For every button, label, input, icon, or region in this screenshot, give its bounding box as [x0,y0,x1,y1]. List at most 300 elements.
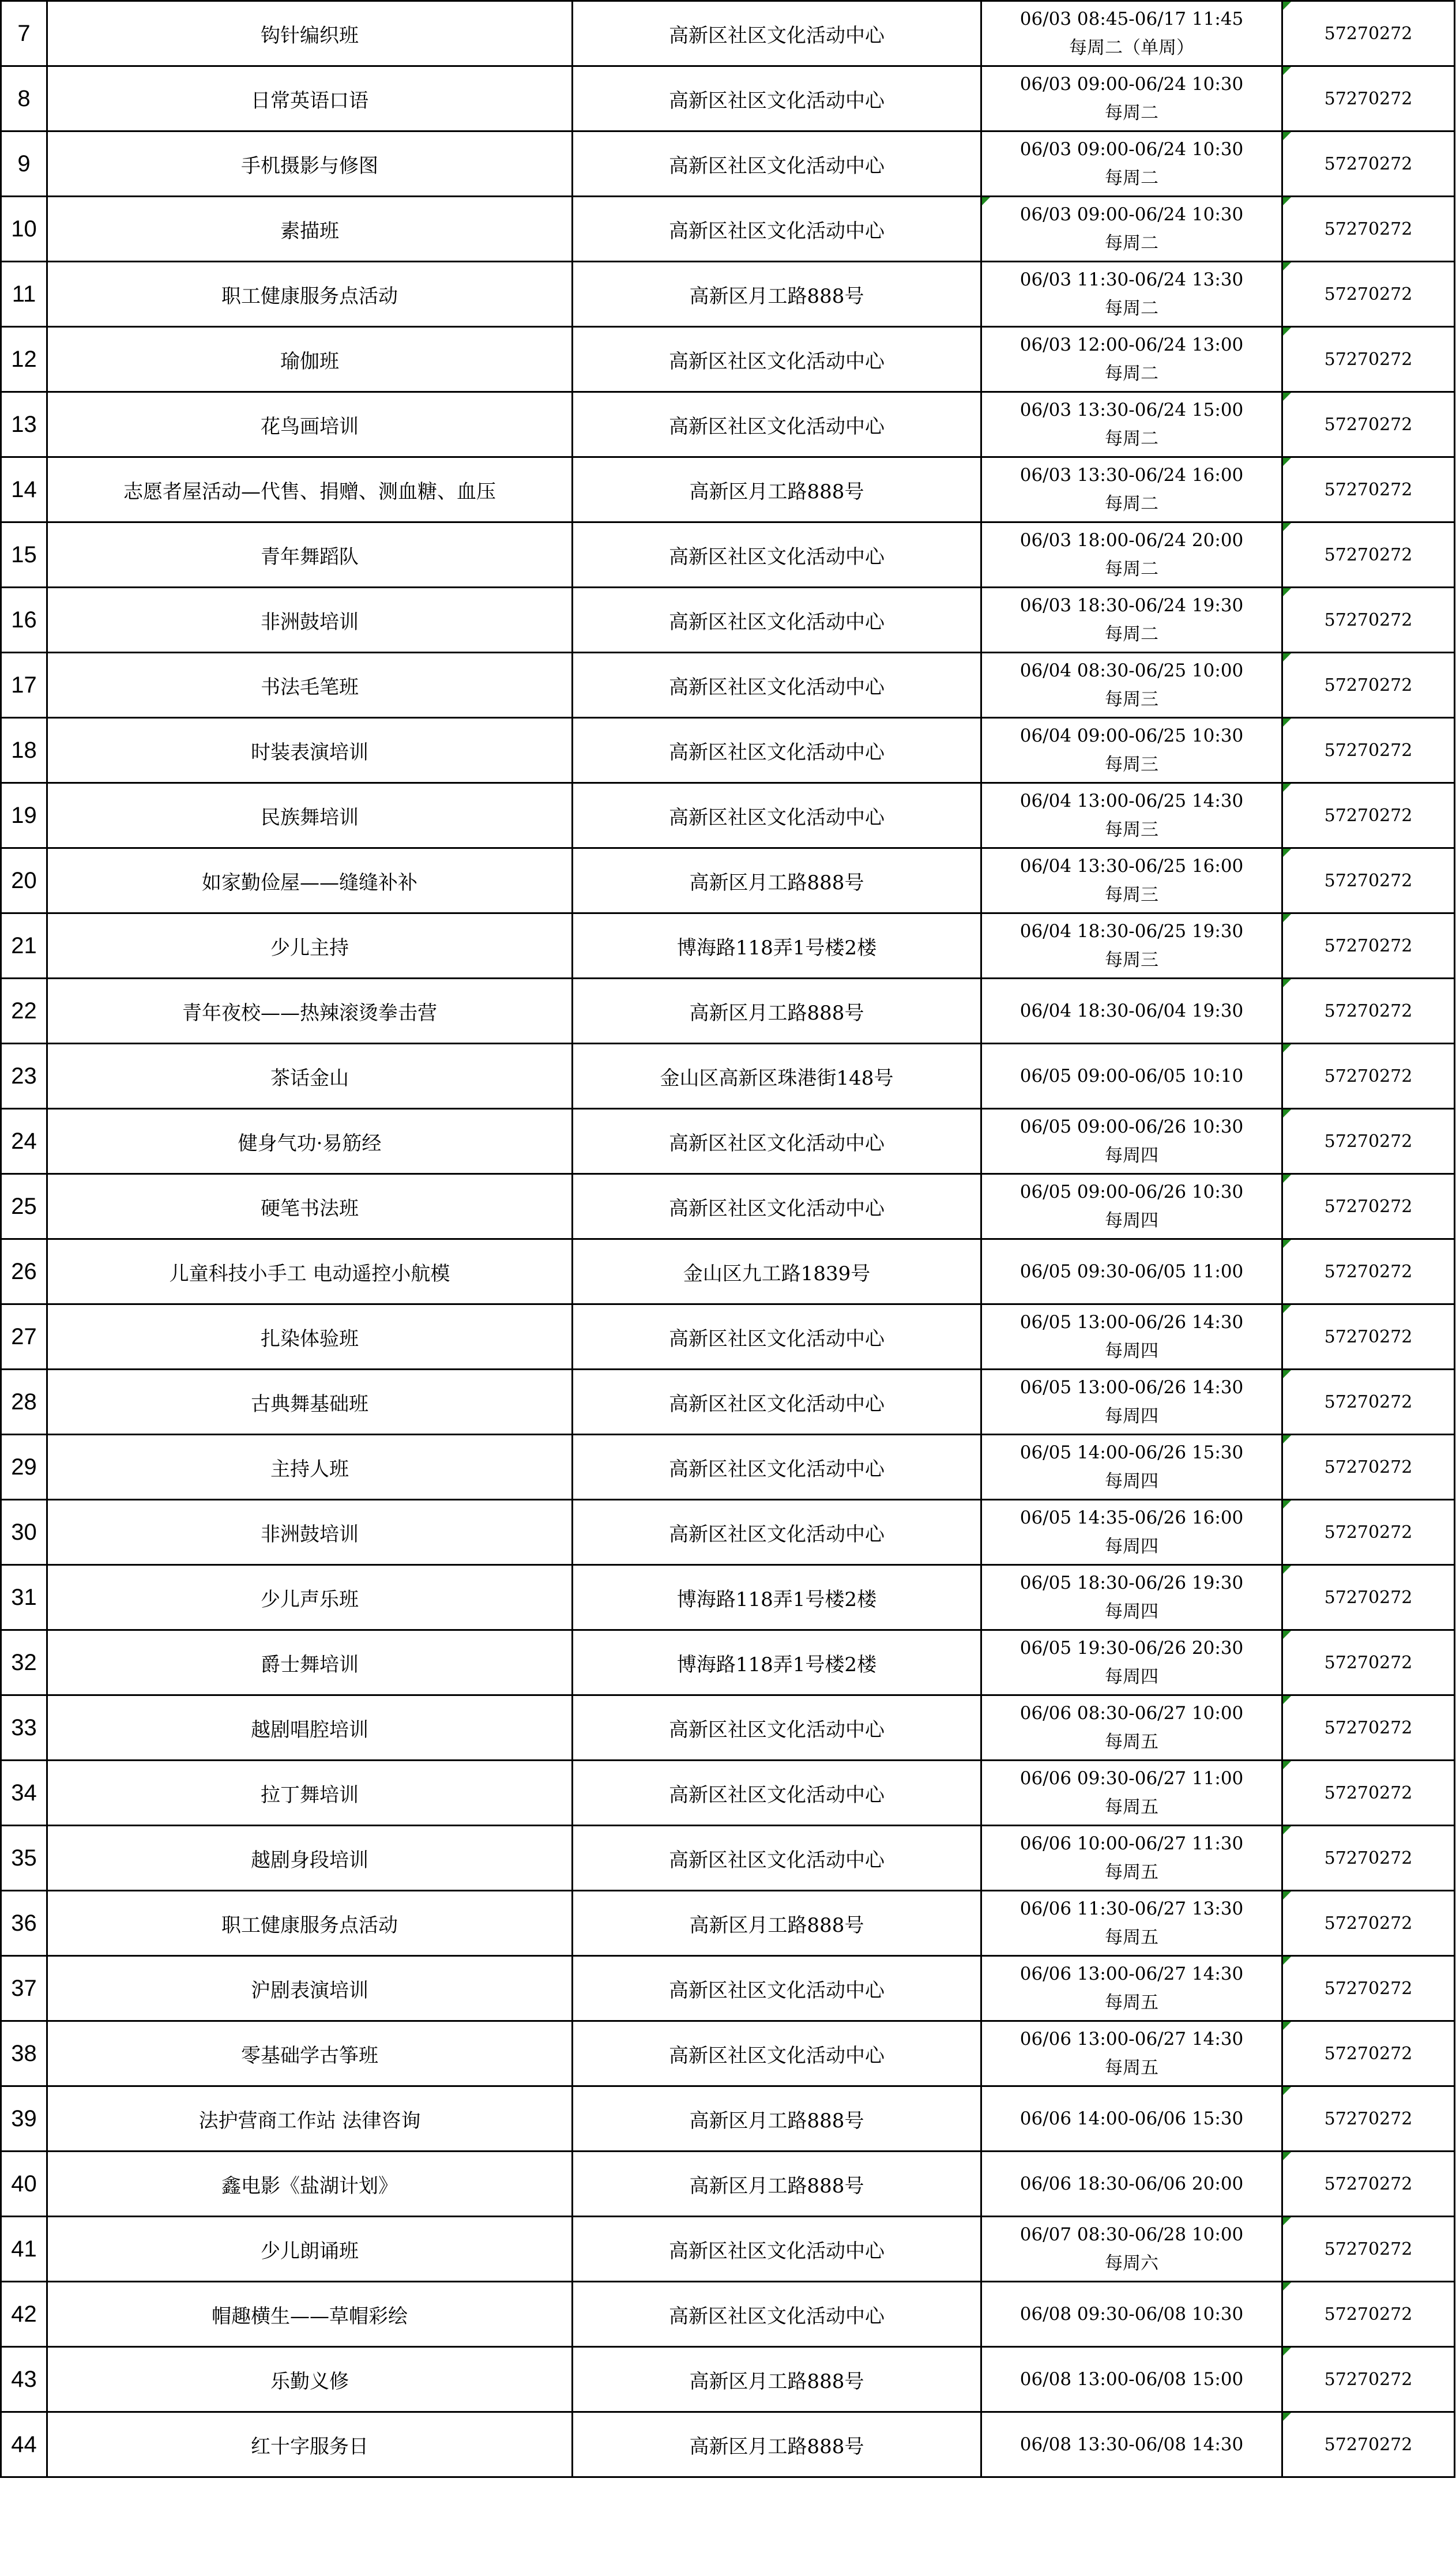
row-number-cell [1,1370,47,1435]
location-text: 高新区社区文化活动中心 [669,1848,885,1872]
recurrence-text: 每周四 [1105,1667,1158,1687]
recurrence-text: 每周三 [1105,689,1158,710]
activity-name-text: 日常英语口语 [251,89,368,112]
table-row [1,2412,1455,2477]
activity-name-text: 瑜伽班 [280,349,339,373]
time-range-text: 06/03 13:30-06/24 15:00 [1019,400,1244,420]
phone-text: 57270272 [1324,1066,1413,1086]
recurrence-text: 每周五 [1105,1927,1158,1948]
location-text: 金山区高新区珠港街148号 [660,1066,894,1090]
location-text: 高新区月工路888号 [689,2435,864,2458]
activity-name-text: 法护营商工作站 法律咨询 [198,2109,421,2133]
activity-name-cell [47,848,573,913]
activity-name-text: 手机摄影与修图 [241,154,378,178]
phone-text: 57270272 [1324,23,1413,44]
time-cell [981,262,1282,327]
phone-text: 57270272 [1324,870,1413,891]
location-cell [573,1370,981,1435]
phone-cell [1282,979,1455,1044]
row-number-text: 39 [11,2105,37,2131]
phone-cell [1282,522,1455,588]
activity-name-cell [47,653,573,718]
row-number-text: 35 [11,1845,37,1871]
row-number-cell [1,588,47,653]
table-row [1,653,1455,718]
activity-name-cell [47,2347,573,2412]
location-cell [573,2086,981,2152]
cell-comment-marker-icon [1283,849,1291,857]
time-cell [981,979,1282,1044]
activity-name-text: 儿童科技小手工 电动遥控小航模 [169,1262,450,1285]
location-text: 高新区社区文化活动中心 [669,740,885,764]
phone-text: 57270272 [1324,1587,1413,1608]
time-range-text: 06/06 11:30-06/27 13:30 [1019,1898,1244,1919]
row-number-cell [1,1174,47,1239]
location-text: 高新区社区文化活动中心 [669,349,885,373]
phone-text: 57270272 [1324,414,1413,435]
location-text: 高新区社区文化活动中心 [669,1522,885,1546]
table-row [1,1370,1455,1435]
row-number-cell [1,718,47,783]
phone-cell [1282,1630,1455,1695]
location-text: 高新区社区文化活动中心 [669,1718,885,1742]
location-cell [573,783,981,848]
activity-name-cell [47,327,573,392]
row-number-text: 19 [11,802,37,828]
cell-comment-marker-icon [1283,719,1291,727]
location-text: 金山区九工路1839号 [683,1262,871,1285]
time-range-text: 06/08 13:30-06/08 14:30 [1019,2434,1244,2455]
location-cell [573,2021,981,2086]
time-cell [981,2217,1282,2282]
phone-text: 57270272 [1324,1391,1413,1412]
phone-cell [1282,1174,1455,1239]
activity-name-cell [47,2282,573,2347]
row-number-text: 29 [11,1454,37,1480]
activity-name-text: 民族舞培训 [261,806,359,829]
time-cell [981,2282,1282,2347]
phone-text: 57270272 [1324,935,1413,956]
phone-cell [1282,1370,1455,1435]
time-range-text: 06/05 09:00-06/26 10:30 [1019,1182,1244,1202]
cell-comment-marker-icon [1283,2087,1291,2095]
time-cell [981,848,1282,913]
time-cell [981,1304,1282,1370]
time-cell [981,913,1282,979]
recurrence-text: 每周四 [1105,1406,1158,1427]
phone-text: 57270272 [1324,1848,1413,1868]
cell-comment-marker-icon [1283,979,1291,987]
time-cell [981,1630,1282,1695]
time-cell [981,197,1282,262]
phone-cell [1282,2152,1455,2217]
location-cell [573,1,981,66]
activity-name-text: 越剧身段培训 [251,1848,368,1872]
recurrence-text: 每周三 [1105,754,1158,775]
phone-cell [1282,1304,1455,1370]
location-text: 高新区月工路888号 [689,2174,864,2198]
time-cell [981,1174,1282,1239]
location-cell [573,1891,981,1956]
location-text: 高新区月工路888号 [689,284,864,308]
time-range-text: 06/05 19:30-06/26 20:30 [1019,1638,1244,1658]
recurrence-text: 每周二 [1105,428,1158,449]
row-number-cell [1,979,47,1044]
time-cell [981,783,1282,848]
activity-name-text: 鑫电影《盐湖计划》 [221,2174,398,2198]
phone-text: 57270272 [1324,2369,1413,2390]
row-number-text: 25 [11,1193,37,1219]
cell-comment-marker-icon [1283,1435,1291,1443]
row-number-text: 30 [11,1519,37,1545]
phone-text: 57270272 [1324,805,1413,826]
time-range-text: 06/03 12:00-06/24 13:00 [1019,334,1244,355]
time-range-text: 06/03 09:00-06/24 10:30 [1019,204,1244,225]
table-row [1,2021,1455,2086]
row-number-cell [1,1500,47,1565]
row-number-text: 23 [11,1063,37,1089]
cell-comment-marker-icon [1283,1957,1291,1965]
row-number-cell [1,457,47,522]
location-text: 高新区社区文化活动中心 [669,545,885,569]
time-cell [981,653,1282,718]
activity-name-cell [47,718,573,783]
phone-text: 57270272 [1324,675,1413,695]
row-number-cell [1,2152,47,2217]
table-row [1,1,1455,66]
location-cell [573,392,981,457]
time-range-text: 06/08 09:30-06/08 10:30 [1019,2304,1244,2325]
activity-name-cell [47,1044,573,1109]
recurrence-text: 每周五 [1105,1992,1158,2013]
phone-text: 57270272 [1324,2304,1413,2325]
table-row [1,392,1455,457]
location-cell [573,522,981,588]
activity-name-text: 茶话金山 [270,1066,349,1090]
row-number-text: 12 [11,346,37,372]
recurrence-text: 每周三 [1105,950,1158,971]
cell-comment-marker-icon [1283,2413,1291,2421]
phone-text: 57270272 [1324,1001,1413,1021]
location-cell [573,1435,981,1500]
phone-text: 57270272 [1324,153,1413,174]
table-row [1,1630,1455,1695]
location-text: 高新区社区文化活动中心 [669,1457,885,1481]
row-number-text: 36 [11,1910,37,1936]
cell-comment-marker-icon [1283,784,1291,792]
location-text: 高新区月工路888号 [689,2370,864,2393]
time-cell [981,1044,1282,1109]
recurrence-text: 每周二 [1105,233,1158,254]
time-range-text: 06/03 09:00-06/24 10:30 [1019,74,1244,95]
cell-comment-marker-icon [1283,2282,1291,2291]
cell-comment-marker-icon [1283,262,1291,270]
activity-name-cell [47,1695,573,1761]
cell-comment-marker-icon [1283,1891,1291,1900]
cell-comment-marker-icon [1283,2,1291,10]
table-row [1,1761,1455,1826]
phone-text: 57270272 [1324,2043,1413,2064]
time-range-text: 06/03 08:45-06/17 11:45 [1019,9,1244,29]
row-number-cell [1,2282,47,2347]
row-number-cell [1,1826,47,1891]
recurrence-text: 每周四 [1105,1341,1158,1362]
table-row [1,1109,1455,1174]
phone-cell [1282,197,1455,262]
time-range-text: 06/04 08:30-06/25 10:00 [1019,660,1244,681]
time-cell [981,1370,1282,1435]
phone-text: 57270272 [1324,1326,1413,1347]
phone-text: 57270272 [1324,88,1413,109]
activity-name-cell [47,979,573,1044]
recurrence-text: 每周三 [1105,819,1158,840]
activity-name-cell [47,2086,573,2152]
activity-name-text: 乐勤义修 [270,2370,349,2393]
row-number-text: 8 [17,85,31,111]
activity-name-text: 少儿声乐班 [261,1588,359,1611]
activity-name-cell [47,2412,573,2477]
activity-name-text: 少儿主持 [270,936,349,960]
location-cell [573,262,981,327]
location-text: 高新区社区文化活动中心 [669,2239,885,2263]
phone-text: 57270272 [1324,2434,1413,2455]
location-text: 博海路118弄1号楼2楼 [676,936,877,960]
time-range-text: 06/06 09:30-06/27 11:00 [1019,1768,1244,1789]
location-cell [573,1630,981,1695]
time-range-text: 06/03 09:00-06/24 10:30 [1019,139,1244,160]
table-row [1,1565,1455,1630]
row-number-cell [1,392,47,457]
recurrence-text: 每周四 [1105,1145,1158,1166]
table-row [1,979,1455,1044]
location-text: 博海路118弄1号楼2楼 [676,1588,877,1611]
phone-cell [1282,457,1455,522]
recurrence-text: 每周二 [1105,363,1158,384]
activity-name-text: 扎染体验班 [261,1327,359,1351]
time-cell [981,1956,1282,2021]
activity-name-cell [47,1435,573,1500]
activity-name-text: 少儿朗诵班 [261,2239,359,2263]
cell-comment-marker-icon [1283,2022,1291,2030]
time-range-text: 06/05 09:00-06/26 10:30 [1019,1116,1244,1137]
activity-name-text: 如家勤俭屋——缝缝补补 [202,871,417,894]
phone-cell [1282,1109,1455,1174]
row-number-text: 40 [11,2171,37,2197]
time-cell [981,1565,1282,1630]
table-row [1,1304,1455,1370]
phone-text: 57270272 [1324,1782,1413,1803]
time-cell [981,1695,1282,1761]
time-cell [981,131,1282,197]
schedule-rows [1,1,1455,2477]
phone-cell [1282,653,1455,718]
phone-cell [1282,1044,1455,1109]
phone-cell [1282,2217,1455,2282]
phone-cell [1282,2282,1455,2347]
location-text: 高新区社区文化活动中心 [669,2044,885,2067]
row-number-cell [1,2217,47,2282]
phone-cell [1282,1891,1455,1956]
location-cell [573,588,981,653]
activity-name-cell [47,1500,573,1565]
phone-cell [1282,913,1455,979]
time-cell [981,2152,1282,2217]
activity-name-cell [47,1761,573,1826]
time-cell [981,1500,1282,1565]
cell-comment-marker-icon [1283,2152,1291,2160]
cell-comment-marker-icon [1283,1631,1291,1639]
location-text: 高新区月工路888号 [689,1913,864,1937]
location-cell [573,2412,981,2477]
table-row [1,588,1455,653]
row-number-text: 16 [11,607,37,633]
time-cell [981,2086,1282,2152]
row-number-text: 27 [11,1323,37,1349]
phone-cell [1282,131,1455,197]
time-cell [981,392,1282,457]
row-number-cell [1,1044,47,1109]
activity-name-text: 青年舞蹈队 [261,545,359,569]
phone-text: 57270272 [1324,740,1413,761]
time-range-text: 06/07 08:30-06/28 10:00 [1019,2224,1244,2245]
phone-cell [1282,718,1455,783]
location-cell [573,653,981,718]
row-number-cell [1,653,47,718]
time-range-text: 06/05 14:35-06/26 16:00 [1019,1507,1244,1528]
activity-name-text: 花鸟画培训 [261,415,359,438]
row-number-text: 13 [11,411,37,437]
recurrence-text: 每周二（单周） [1069,37,1194,58]
location-text: 高新区社区文化活动中心 [669,24,885,47]
time-cell [981,327,1282,392]
row-number-cell [1,913,47,979]
row-number-cell [1,1891,47,1956]
activity-name-cell [47,131,573,197]
phone-cell [1282,2412,1455,2477]
row-number-text: 31 [11,1584,37,1610]
time-range-text: 06/06 13:00-06/27 14:30 [1019,1964,1244,1984]
row-number-text: 14 [11,476,37,502]
activity-name-cell [47,262,573,327]
time-range-text: 06/06 13:00-06/27 14:30 [1019,2029,1244,2049]
time-range-text: 06/04 13:00-06/25 14:30 [1019,791,1244,811]
phone-text: 57270272 [1324,219,1413,239]
cell-comment-marker-icon [1283,1500,1291,1509]
location-cell [573,1109,981,1174]
row-number-text: 32 [11,1649,37,1675]
phone-text: 57270272 [1324,1717,1413,1738]
activity-name-cell [47,2217,573,2282]
table-row [1,2282,1455,2347]
time-range-text: 06/05 13:00-06/26 14:30 [1019,1377,1244,1398]
row-number-text: 22 [11,998,37,1024]
phone-text: 57270272 [1324,349,1413,370]
row-number-cell [1,327,47,392]
row-number-text: 9 [17,151,31,176]
row-number-cell [1,262,47,327]
phone-text: 57270272 [1324,479,1413,500]
location-cell [573,1239,981,1304]
time-cell [981,588,1282,653]
activity-name-text: 钩针编织班 [261,24,359,47]
row-number-cell [1,522,47,588]
recurrence-text: 每周二 [1105,168,1158,189]
table-row [1,2086,1455,2152]
table-row [1,783,1455,848]
location-text: 高新区社区文化活动中心 [669,1327,885,1351]
table-row [1,327,1455,392]
location-cell [573,848,981,913]
recurrence-text: 每周四 [1105,1601,1158,1622]
phone-cell [1282,66,1455,131]
row-number-text: 17 [11,672,37,698]
table-row [1,457,1455,522]
phone-cell [1282,783,1455,848]
time-cell [981,1435,1282,1500]
activity-name-cell [47,2021,573,2086]
location-cell [573,2282,981,2347]
time-cell [981,2347,1282,2412]
row-number-text: 33 [11,1714,37,1740]
row-number-text: 18 [11,737,37,763]
phone-text: 57270272 [1324,284,1413,304]
row-number-cell [1,1304,47,1370]
phone-cell [1282,1500,1455,1565]
activity-name-cell [47,1239,573,1304]
phone-cell [1282,262,1455,327]
table-row [1,2217,1455,2282]
row-number-cell [1,1761,47,1826]
location-cell [573,66,981,131]
time-cell [981,457,1282,522]
phone-cell [1282,2347,1455,2412]
time-range-text: 06/05 18:30-06/26 19:30 [1019,1573,1244,1593]
cell-comment-marker-icon [1283,197,1291,205]
phone-text: 57270272 [1324,2239,1413,2259]
recurrence-text: 每周三 [1105,885,1158,905]
table-row [1,197,1455,262]
activity-name-text: 爵士舞培训 [261,1653,359,1676]
row-number-cell [1,2412,47,2477]
activity-name-text: 志愿者屋活动—代售、捐赠、测血糖、血压 [123,480,496,503]
location-text: 高新区社区文化活动中心 [669,806,885,829]
table-row [1,1826,1455,1891]
activity-name-cell [47,1826,573,1891]
recurrence-text: 每周五 [1105,2058,1158,2078]
activity-name-cell [47,1630,573,1695]
activity-name-cell [47,1891,573,1956]
table-row [1,848,1455,913]
location-text: 高新区月工路888号 [689,480,864,503]
activity-name-text: 主持人班 [270,1457,349,1481]
cell-comment-marker-icon [1283,2217,1291,2225]
time-range-text: 06/04 09:00-06/25 10:30 [1019,725,1244,746]
phone-cell [1282,1435,1455,1500]
location-text: 高新区社区文化活动中心 [669,89,885,112]
phone-text: 57270272 [1324,1522,1413,1543]
cell-comment-marker-icon [1283,1305,1291,1313]
row-number-cell [1,2347,47,2412]
activity-name-text: 零基础学古筝班 [241,2044,378,2067]
location-cell [573,327,981,392]
activity-name-text: 职工健康服务点活动 [221,1913,398,1937]
time-range-text: 06/06 08:30-06/27 10:00 [1019,1703,1244,1724]
location-cell [573,1044,981,1109]
location-text: 高新区社区文化活动中心 [669,1392,885,1416]
activity-name-cell [47,1370,573,1435]
location-cell [573,1826,981,1891]
activity-name-cell [47,522,573,588]
